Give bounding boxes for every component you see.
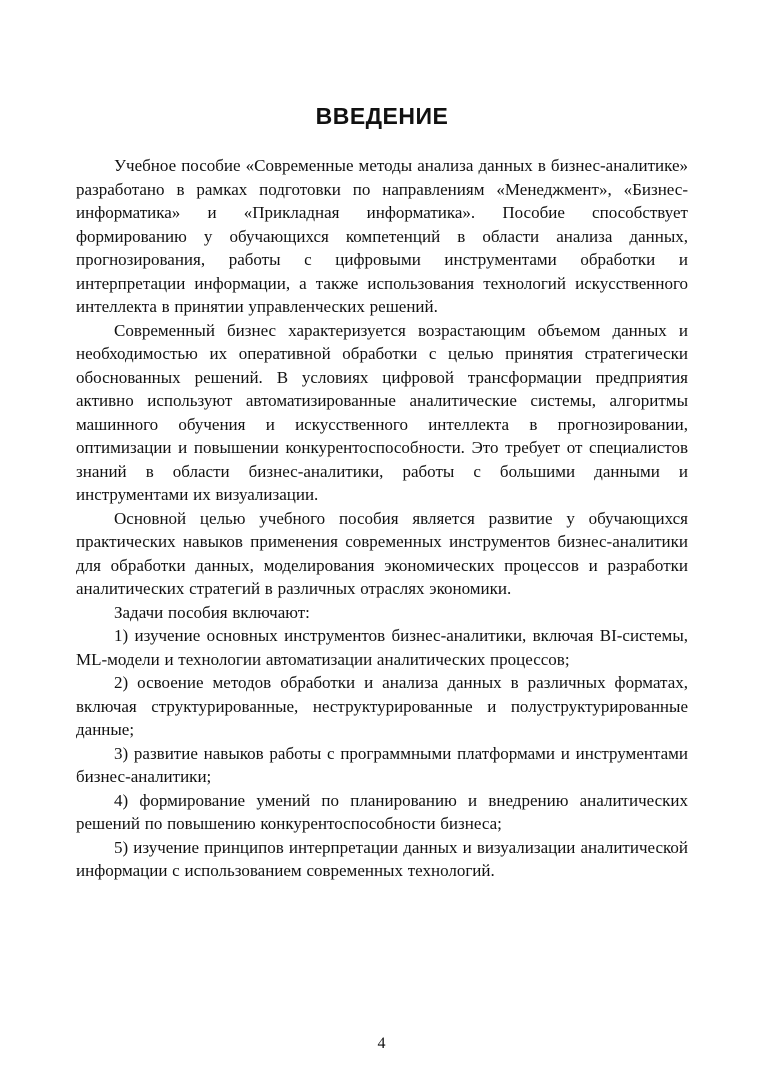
paragraph: Задачи пособия включают: [114, 602, 310, 622]
page-number: 4 [377, 1035, 386, 1052]
list-item: 5) изучение принципов интерпретации данных и визуализации аналитической информации с использованием современных технологий. [76, 837, 688, 880]
list-item: 4) формирование умений по планированию и внедрению аналитических решений по повышению конкурентоспособности бизнеса; [76, 790, 688, 833]
list-item: 1) изучение основных инструментов бизнес-аналитики, включая BI-системы, ML-модели и технологии автоматизации аналитических процессов; [76, 626, 688, 669]
paragraph: Современный бизнес характеризуется возрастающим объемом данных и необходимостью их оперативной обработки с целью принятия стратегически обоснованных решений. В условиях цифровой трансформации предприятия активно используют автоматизированные аналитические системы, алгоритмы машинного обучения и искусственного интеллекта в прогнозировании, оптимизации и повышении конкурентоспособности. Это требует от специалистов знаний в области бизнес-аналитики, работы с большими данными и инструментами их визуализации. [76, 320, 688, 504]
paragraph: Основной целью учебного пособия является развитие у обучающихся практических навыков применения современных инструментов бизнес-аналитики для обработки данных, моделирования экономических процессов и разработки аналитических стратегий в различных отраслях экономики. [76, 508, 688, 598]
list-item: 3) развитие навыков работы с программными платформами и инструментами бизнес-аналитики; [76, 743, 688, 786]
body-text [76, 154, 688, 883]
page-title: ВВЕДЕНИЕ [315, 103, 449, 129]
page-content [76, 103, 688, 883]
paragraph: Учебное пособие «Современные методы анализа данных в бизнес-аналитике» разработано в рамках подготовки по направлениям «Менеджмент», «Бизнес-информатика» и «Прикладная информатика». Пособие способствует формированию у обучающихся компетенций в области анализа данных, прогнозирования, работы с цифровыми инструментами обработки и интерпретации информации, а также использования технологий искусственного интеллекта в принятии управленческих решений. [76, 156, 688, 316]
list-item: 2) освоение методов обработки и анализа данных в различных форматах, включая структурированные, неструктурированные и полуструктурированные данные; [76, 673, 688, 739]
